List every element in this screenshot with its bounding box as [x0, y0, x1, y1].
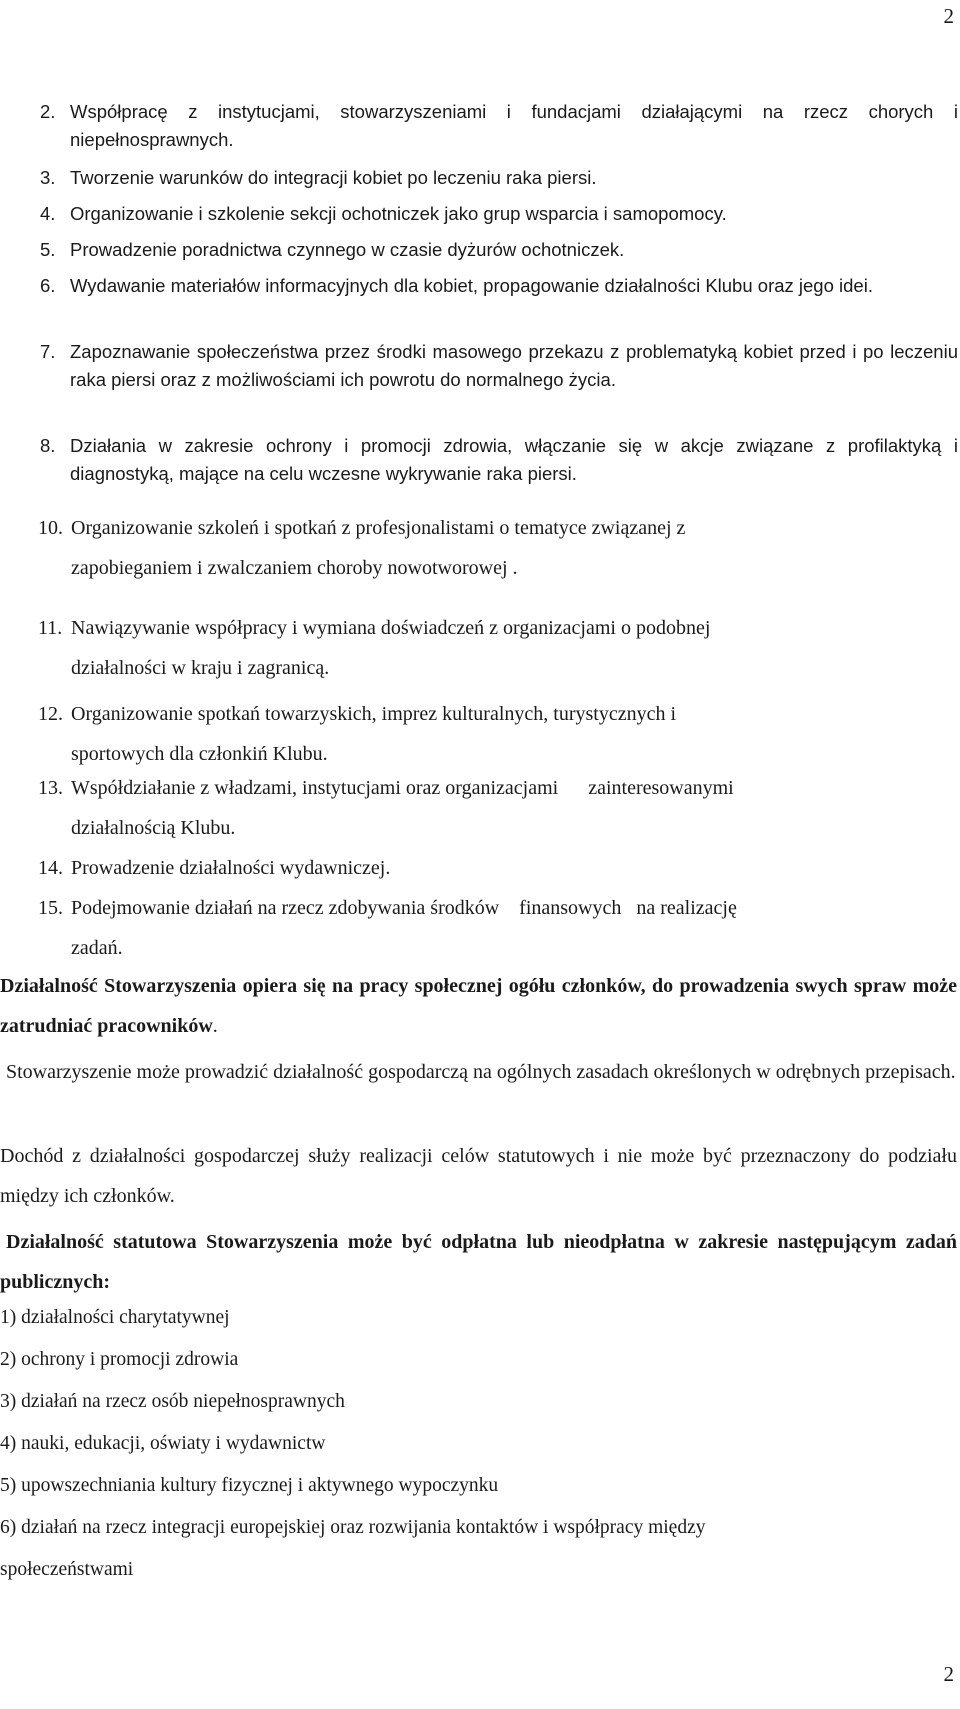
list-item: 4) nauki, edukacji, oświaty i wydawnictw — [0, 1433, 326, 1454]
item-number: 6. — [40, 275, 56, 296]
item-text: Współdziałanie z władzami, instytucjami oraz organizacjami zainteresowanymi — [71, 777, 734, 799]
list-item: 1) działalności charytatywnej — [0, 1307, 230, 1328]
item-number: 4. — [40, 203, 56, 224]
item-number: 13. — [38, 777, 63, 799]
item-text: Organizowanie szkoleń i spotkań z profesjonalistami o tematyce związanej z — [71, 517, 686, 539]
item-number: 8. — [40, 435, 56, 456]
paragraph-tail: . — [212, 1015, 218, 1037]
item-text: Prowadzenie działalności wydawniczej. — [71, 857, 391, 879]
paragraph-text: Działalność Stowarzyszenia opiera się na pracy społecznej ogółu członków, do prowadzenia swych spraw może zatrudniać pracowników — [0, 975, 957, 1037]
item-text-continued: zapobieganiem i zwalczaniem choroby nowotworowej . — [71, 557, 518, 579]
item-number: 12. — [38, 703, 63, 725]
item-text: Organizowanie spotkań towarzyskich, imprez kulturalnych, turystycznych i — [71, 703, 677, 725]
list-item: 3) działań na rzecz osób niepełnosprawnych — [0, 1391, 345, 1412]
item-text: Nawiązywanie współpracy i wymiana doświadczeń z organizacjami o podobnej — [71, 617, 711, 639]
list-item: społeczeństwami — [0, 1559, 134, 1580]
item-number: 11. — [38, 617, 63, 639]
item-number: 3. — [40, 167, 56, 188]
page-number-top: 2 — [943, 4, 954, 28]
paragraph-bold-activity — [0, 966, 957, 1046]
item-text-continued: działalności w kraju i zagranicą. — [71, 657, 330, 679]
item-text: Organizowanie i szkolenie sekcji ochotniczek jako grup wsparcia i samopomocy. — [70, 203, 727, 224]
item-text-continued: zadań. — [71, 937, 123, 959]
item-number: 10. — [38, 517, 63, 539]
item-text: Działania w zakresie ochrony i promocji zdrowia, włączanie się w akcje związane z profilaktyką i diagnostyką, mające na celu wczesne wykrywanie raka piersi. — [70, 435, 958, 484]
page-number-bottom: 2 — [943, 1662, 954, 1686]
item-number: 2. — [40, 101, 56, 122]
item-text: Prowadzenie poradnictwa czynnego w czasie dyżurów ochotniczek. — [70, 239, 625, 260]
paragraph-economic-activity: Stowarzyszenie może prowadzić działalność gospodarczą na ogólnych zasadach określonych w odrębnych przepisach. — [6, 1061, 956, 1083]
item-text: Podejmowanie działań na rzecz zdobywania środków finansowych na realizację — [71, 897, 737, 919]
item-text: Zapoznawanie społeczeństwa przez środki masowego przekazu z problematyką kobiet przed i po leczeniu raka piersi oraz z możliwościami ich powrotu do normalnego życia. — [70, 341, 958, 390]
item-text: Współpracę z instytucjami, stowarzyszeniami i fundacjami działającymi na rzecz chorych i niepełnosprawnych. — [70, 101, 958, 150]
item-number: 14. — [38, 857, 63, 879]
item-text-continued: sportowych dla członkiń Klubu. — [71, 743, 328, 765]
paragraph-bold-statutory: Działalność statutowa Stowarzyszenia może być odpłatna lub nieodpłatna w zakresie następującym zadań publicznych: — [0, 1231, 957, 1293]
list-item: 2) ochrony i promocji zdrowia — [0, 1349, 239, 1370]
list-item: 5) upowszechniania kultury fizycznej i aktywnego wypoczynku — [0, 1475, 499, 1496]
paragraph-income: Dochód z działalności gospodarczej służy realizacji celów statutowych i nie może być przeznaczony do podziału między ich członków. — [0, 1145, 957, 1207]
list-item: 6) działań na rzecz integracji europejskiej oraz rozwijania kontaktów i współpracy między — [0, 1517, 706, 1538]
item-number: 7. — [40, 341, 56, 362]
item-text: Tworzenie warunków do integracji kobiet po leczeniu raka piersi. — [70, 167, 597, 188]
item-number: 15. — [38, 897, 63, 919]
item-text: Wydawanie materiałów informacyjnych dla kobiet, propagowanie działalności Klubu oraz jego idei. — [70, 275, 873, 296]
item-text-continued: działalnością Klubu. — [71, 817, 236, 839]
item-number: 5. — [40, 239, 56, 260]
